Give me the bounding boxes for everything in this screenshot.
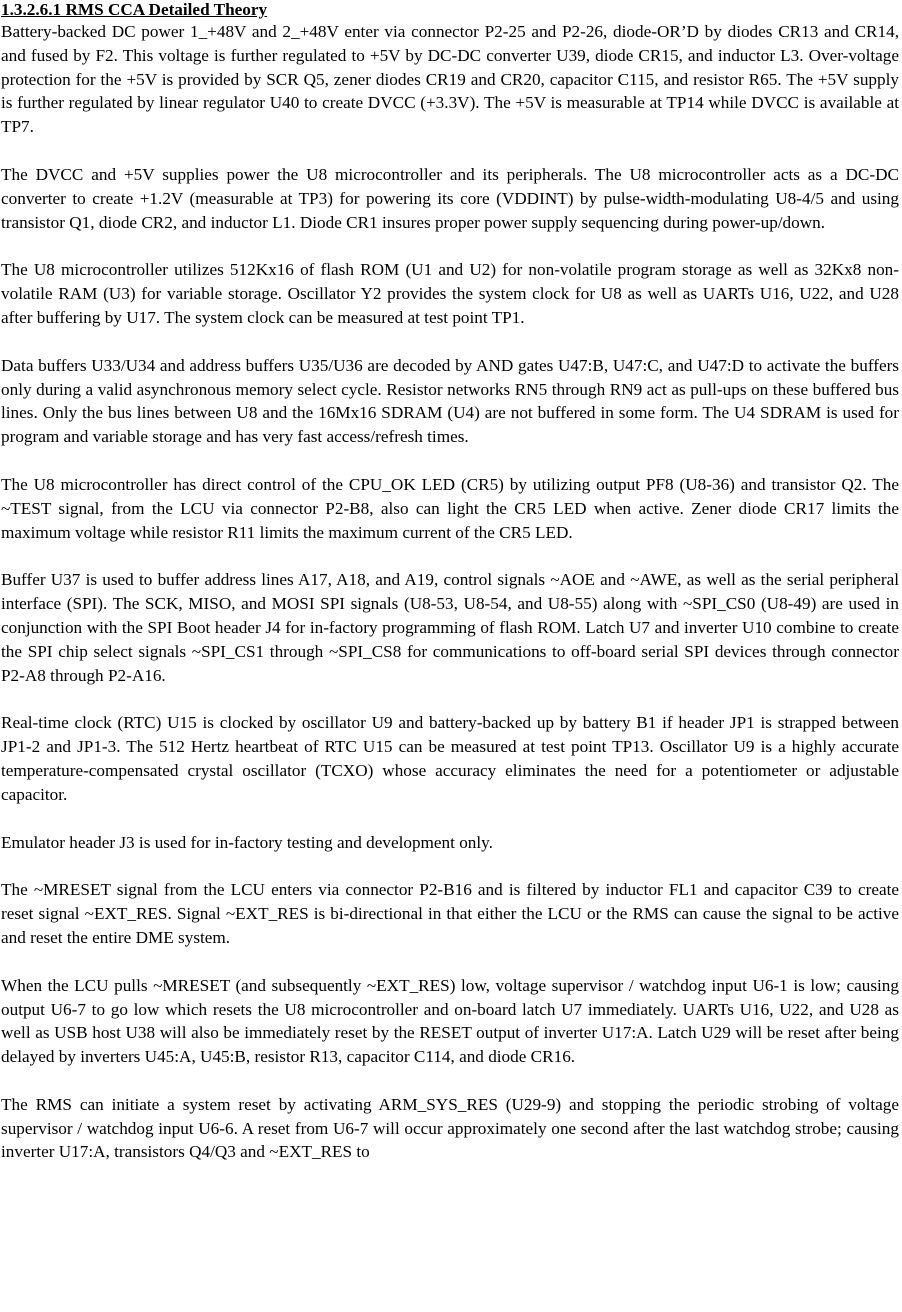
paragraph-power-supply: Battery-backed DC power 1_+48V and 2_+48V enter via connector P2-25 and P2-26, diode-OR’D by diodes CR13 and CR14, and fused by F2. This voltage is further regulated to +5V by DC-DC converter U39, diode CR15, and inductor L3. Over-voltage protection for the +5V is provided by SCR Q5, zener diodes CR19 and CR20, capacitor C115, and resistor R65. The +5V supply is further regulated by linear regulator U40 to create DVCC (+3.3V). The +5V is measurable at TP14 while DVCC is available at TP7.: [1, 22, 899, 137]
paragraph-rtc: Real-time clock (RTC) U15 is clocked by oscillator U9 and battery-backed up by battery B1 if header JP1 is strapped between JP1-2 and JP1-3. The 512 Hertz heartbeat of RTC U15 can be measured at test point TP13. Oscillator U9 is a highly accurate temperature-compensated crystal oscillator (TCXO) whose accuracy eliminates the need for a potentiometer or adjustable capacitor.: [1, 713, 899, 804]
paragraph-cpu-ok-led: The U8 microcontroller has direct control of the CPU_OK LED (CR5) by utilizing output PF8 (U8-36) and transistor Q2. The ~TEST signal, from the LCU via connector P2-B8, also can light the CR5 LED when active. Zener diode CR17 limits the maximum voltage while resistor R11 limits the maximum current of the CR5 LED.: [1, 474, 899, 542]
paragraph-lcu-reset: When the LCU pulls ~MRESET (and subsequently ~EXT_RES) low, voltage supervisor / watchdog input U6-1 is low; causing output U6-7 to go low which resets the U8 microcontroller and on-board latch U7 immediately. UARTs U16, U22, and U28 as well as USB host U38 will also be immediately reset by the RESET output of inverter U17:A. Latch U29 will be reset after being delayed by inverters U45:A, U45:B, resistor R13, capacitor C114, and diode CR16.: [1, 975, 899, 1067]
paragraph-system-reset: The RMS can initiate a system reset by activating ARM_SYS_RES (U29-9) and stopping the periodic strobing of voltage supervisor / watchdog input U6-6. A reset from U6-7 will occur approximately one second after the last watchdog strobe; causing inverter U17:A, transistors Q4/Q3 and ~EXT_RES to: [1, 1094, 899, 1162]
paragraph-buffers: Data buffers U33/U34 and address buffers U35/U36 are decoded by AND gates U47:B, U47:C, and U47:D to activate the buffers only during a valid asynchronous memory select cycle. Resistor networks RN5 through RN9 act as pull-ups on these buffered bus lines. Only the bus lines between U8 and the 16Mx16 SDRAM (U4) are not buffered in some form. The U4 SDRAM is used for program and variable storage and has very fast access/refresh times.: [1, 355, 899, 447]
document-page: [1, 0, 899, 1164]
paragraph-dvcc: The DVCC and +5V supplies power the U8 microcontroller and its peripherals. The U8 microcontroller acts as a DC-DC converter to create +1.2V (measurable at TP3) for powering its core (VDDINT) by pulse-width-modulating U8-4/5 and using transistor Q1, diode CR2, and inductor L1. Diode CR1 insures proper power supply sequencing during power-up/down.: [1, 164, 899, 232]
paragraph-mreset: The ~MRESET signal from the LCU enters via connector P2-B16 and is filtered by inductor FL1 and capacitor C39 to create reset signal ~EXT_RES. Signal ~EXT_RES is bi-directional in that either the LCU or the RMS can cause the signal to be active and reset the entire DME system.: [1, 880, 899, 947]
paragraph-emulator: Emulator header J3 is used for in-factory testing and development only.: [1, 832, 493, 852]
section-heading: 1.3.2.6.1 RMS CCA Detailed Theory: [1, 0, 268, 19]
paragraph-memory: The U8 microcontroller utilizes 512Kx16 of flash ROM (U1 and U2) for non-volatile program storage as well as 32Kx8 non-volatile RAM (U3) for variable storage. Oscillator Y2 provides the system clock for U8 as well as UARTs U16, U22, and U28 after buffering by U17. The system clock can be measured at test point TP1.: [1, 260, 899, 327]
paragraph-spi: Buffer U37 is used to buffer address lines A17, A18, and A19, control signals ~AOE and ~AWE, as well as the serial peripheral interface (SPI). The SCK, MISO, and MOSI SPI signals (U8-53, U8-54, and U8-55) along with ~SPI_CS0 (U8-49) are used in conjunction with the SPI Boot header J4 for in-factory programming of flash ROM. Latch U7 and inverter U10 combine to create the SPI chip select signals ~SPI_CS1 through ~SPI_CS8 for communications to off-board serial SPI devices through connector P2-A8 through P2-A16.: [1, 570, 899, 685]
